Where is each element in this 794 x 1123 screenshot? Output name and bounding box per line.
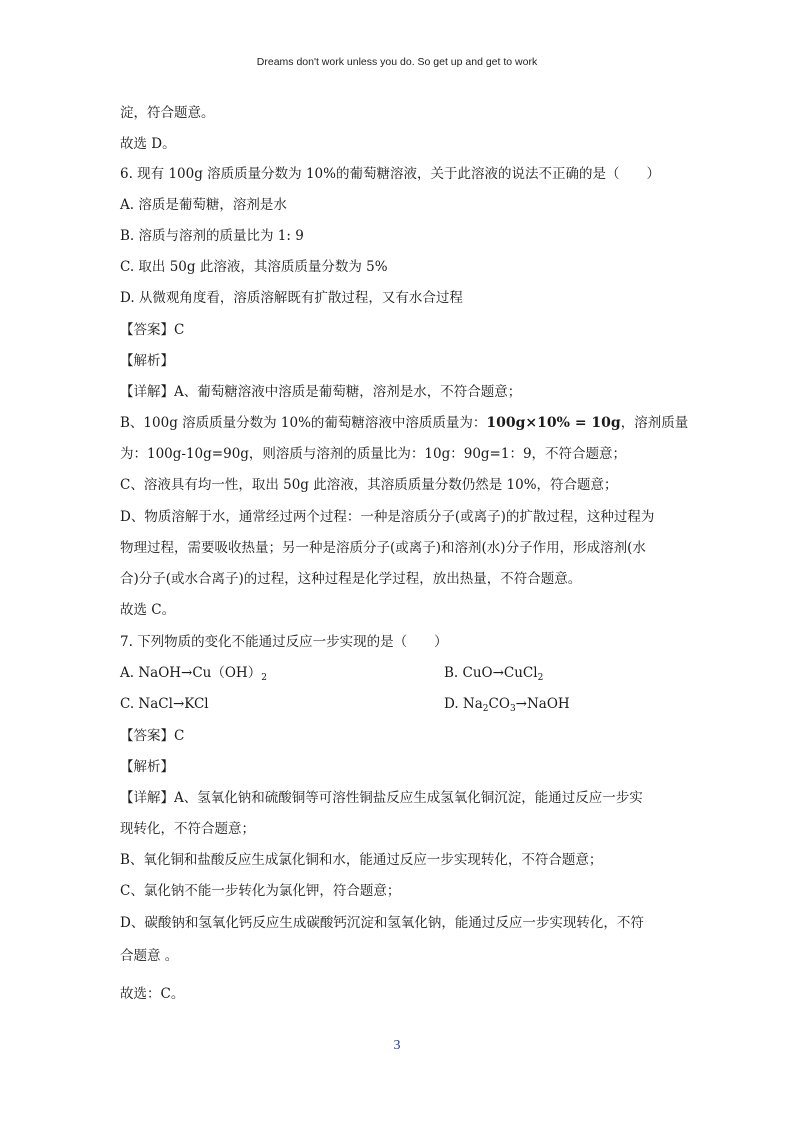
q7-option-a bbox=[120, 663, 267, 688]
q7-option-d bbox=[444, 694, 570, 719]
q6-option-b: B. 溶质与溶剂的质量比为 1: 9 bbox=[120, 228, 304, 244]
q6-explanation-d-line-3: 合)分子(或水合离子)的过程，这种过程是化学过程，放出热量，不符合题意。 bbox=[120, 571, 582, 587]
q6-option-d: D. 从微观角度看，溶质溶解既有扩散过程，又有水合过程 bbox=[120, 290, 463, 306]
q6-explanation-d-line-1: D、物质溶解于水，通常经过两个过程：一种是溶质分子(或离子)的扩散过程，这种过程为 bbox=[120, 509, 655, 525]
header-motto: Dreams don't work unless you do. So get up and get to work bbox=[256, 56, 538, 68]
q6-explanation-d-line-2: 物理过程，需要吸收热量；另一种是溶质分子(或离子)和溶剂(水)分子作用，形成溶剂(水 bbox=[120, 540, 646, 556]
q6-conclusion: 故选 C。 bbox=[120, 602, 176, 618]
q7-conclusion: 故选：C。 bbox=[120, 986, 185, 1002]
q7-option-a-text: A. NaOH→Cu（OH） bbox=[120, 665, 262, 681]
q7-option-b-text: B. CuO→CuCl bbox=[444, 665, 538, 681]
q6-option-c: C. 取出 50g 此溶液，其溶质质量分数为 5% bbox=[120, 259, 388, 275]
q7-explanation-c: C、氯化钠不能一步转化为氯化钾，符合题意； bbox=[120, 883, 401, 899]
q6-explanation-b-line-1 bbox=[120, 413, 688, 433]
q6-analysis-label: 【解析】 bbox=[120, 353, 174, 369]
q6-explanation-b-prefix: B、100g 溶质质量分数为 10%的葡萄糖溶液中溶质质量为： bbox=[120, 415, 487, 431]
q7-option-d-subscript-2: 3 bbox=[509, 704, 516, 714]
q7-explanation-a-line-2: 现转化，不符合题意； bbox=[120, 821, 255, 837]
q6-explanation-c: C、溶液具有均一性，取出 50g 此溶液，其溶质质量分数仍然是 10%，符合题意； bbox=[120, 477, 618, 493]
q6-explanation-a: 【详解】A、葡萄糖溶液中溶质是葡萄糖，溶剂是水，不符合题意； bbox=[120, 384, 522, 400]
mass-formula: 100g×10% = 10g bbox=[486, 415, 621, 431]
q7-option-d-subscript-1: 2 bbox=[482, 704, 489, 714]
page-number: 3 bbox=[393, 1038, 401, 1053]
q7-option-d-mid: CO bbox=[488, 696, 510, 712]
q7-option-d-post: →NaOH bbox=[515, 696, 570, 712]
q7-explanation-b: B、氧化铜和盐酸反应生成氯化铜和水，能通过反应一步实现转化，不符合题意； bbox=[120, 852, 603, 868]
q7-option-b-subscript: 2 bbox=[537, 673, 544, 683]
q7-explanation-d-line-1: D、碳酸钠和氢氧化钙反应生成碳酸钙沉淀和氢氧化钠，能通过反应一步实现转化，不符 bbox=[120, 915, 644, 931]
q7-option-c: C. NaCl→KCl bbox=[120, 696, 209, 712]
prev-answer-conclusion: 故选 D。 bbox=[120, 136, 176, 152]
q7-stem: 7. 下列物质的变化不能通过反应一步实现的是（ ） bbox=[120, 634, 448, 650]
q6-explanation-b-suffix: ，溶剂质量 bbox=[620, 415, 689, 431]
prev-answer-line-1: 淀，符合题意。 bbox=[120, 105, 215, 121]
q7-option-d-pre: D. Na bbox=[444, 696, 483, 712]
q6-explanation-b-line-2: 为：100g-10g=90g，则溶质与溶剂的质量比为：10g：90g=1：9，不符合题意； bbox=[120, 446, 627, 462]
q7-answer: 【答案】C bbox=[120, 728, 185, 744]
q7-option-a-subscript: 2 bbox=[261, 673, 267, 683]
q6-option-a: A. 溶质是葡萄糖，溶剂是水 bbox=[120, 197, 287, 213]
q6-answer: 【答案】C bbox=[120, 322, 185, 338]
q7-analysis-label: 【解析】 bbox=[120, 759, 174, 775]
q7-explanation-a-line-1: 【详解】A、氢氧化钠和硫酸铜等可溶性铜盐反应生成氢氧化铜沉淀，能通过反应一步实 bbox=[120, 790, 643, 806]
q7-option-b bbox=[444, 663, 543, 688]
q7-explanation-d-line-2: 合题意 。 bbox=[120, 948, 179, 964]
q6-stem: 6. 现有 100g 溶质质量分数为 10%的葡萄糖溶液，关于此溶液的说法不正确的是（ ） bbox=[120, 166, 660, 182]
